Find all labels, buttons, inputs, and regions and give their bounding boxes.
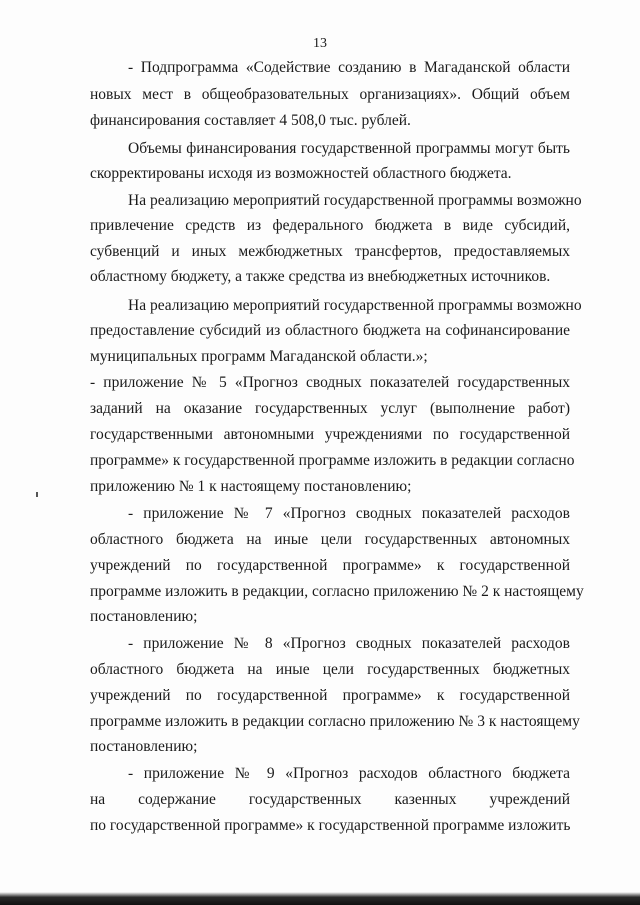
text-line: приложению № 1 к настоящему постановлению;: [90, 478, 412, 495]
text-line: скорректированы исходя из возможностей областного бюджета.: [90, 165, 512, 182]
text-line: программе» к государственной программе изложить в редакции согласно: [90, 452, 575, 469]
text-line: - приложение № 7 «Прогноз сводных показателей расходов: [128, 505, 570, 522]
text-line: привлечение средств из федерального бюджета в виде субсидий,: [90, 217, 570, 234]
text-line: постановлению;: [90, 608, 198, 625]
text-line: областного бюджета на иные цели государственных бюджетных: [90, 661, 570, 678]
text-line: государственными автономными учреждениями по государственной: [90, 426, 570, 443]
text-line: финансирования составляет 4 508,0 тыс. рублей.: [90, 112, 411, 129]
scan-speck: [36, 492, 38, 497]
scan-bottom-edge: [0, 892, 640, 905]
text-line: на содержание государственных казенных учреждений: [90, 791, 570, 808]
text-line: субвенций и иных межбюджетных трансфертов, предоставляемых: [90, 243, 570, 260]
text-line: предоставление субсидий из областного бюджета на софинансирование: [90, 322, 570, 339]
text-line: - Подпрограмма «Содействие созданию в Магаданской области: [128, 59, 570, 76]
text-line: Объемы финансирования государственной программы могут быть: [128, 140, 570, 157]
text-line: - приложение № 5 «Прогноз сводных показателей государственных: [90, 374, 570, 391]
text-line: областного бюджета на иные цели государственных автономных: [90, 531, 570, 548]
text-line: - приложение № 8 «Прогноз сводных показателей расходов: [128, 635, 570, 652]
text-line: заданий на оказание государственных услуг (выполнение работ): [90, 400, 570, 417]
text-line: областному бюджету, а также средства из внебюджетных источников.: [90, 268, 551, 285]
text-line: - приложение № 9 «Прогноз расходов областного бюджета: [128, 765, 570, 782]
text-line: новых мест в общеобразовательных организациях». Общий объем: [90, 86, 570, 103]
text-line: по государственной программе» к государственной программе изложить: [90, 817, 571, 834]
text-line: На реализацию мероприятий государственной программы возможно: [128, 192, 582, 209]
text-line: постановлению;: [90, 738, 198, 755]
text-line: На реализацию мероприятий государственной программы возможно: [128, 297, 582, 314]
text-line: программе изложить в редакции, согласно приложению № 2 к настоящему: [90, 583, 584, 600]
text-line: учреждений по государственной программе» к государственной: [90, 557, 570, 574]
text-line: программе изложить в редакции согласно приложению № 3 к настоящему: [90, 713, 580, 730]
page-number: 13: [313, 36, 327, 51]
text-line: муниципальных программ Магаданской области.»;: [90, 348, 428, 365]
text-line: учреждений по государственной программе» к государственной: [90, 687, 570, 704]
